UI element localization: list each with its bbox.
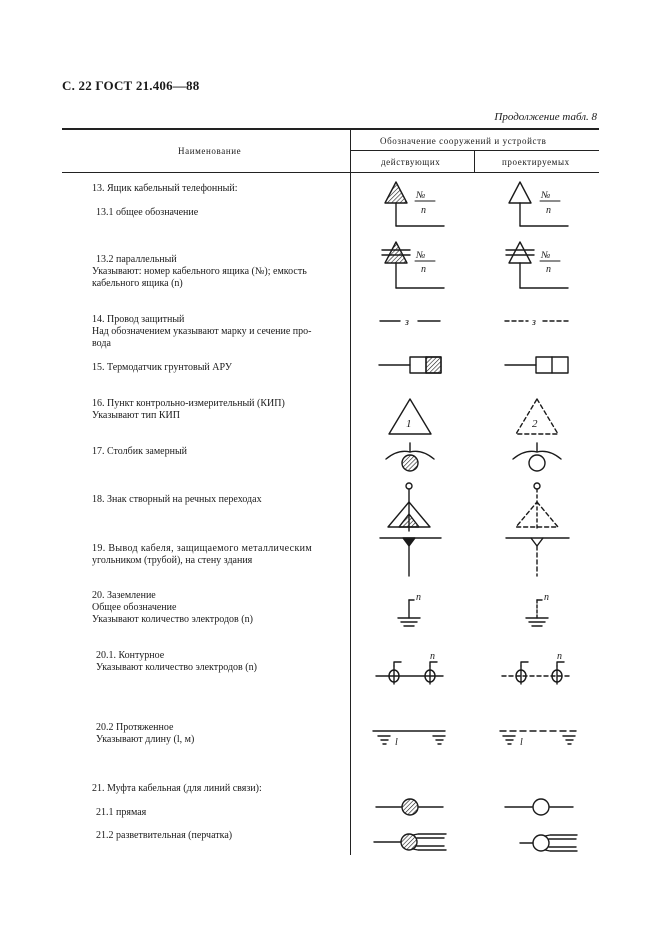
page-header: С. 22 ГОСТ 21.406—88 [62,78,200,93]
protective-wire-planned-symbol [505,317,569,328]
straight-coupling-existing-symbol [376,799,443,815]
continuation-label: Продолжение табл. 8 [494,111,597,123]
row-13-title: 13. Ящик кабельный телефонный: [92,183,238,194]
svg-text:l: l [520,737,523,748]
row-16: 16. Пункт контрольно-измерительный (КИП) [92,398,285,409]
branch-coupling-planned-symbol [520,835,577,851]
thermo-sensor-planned-symbol [505,357,568,373]
row-13-1: 13.1 общее обозначение [96,207,199,218]
ground-count-label: n [416,592,421,603]
header-existing: действующих [381,157,441,167]
row-19-line1: 19. Вывод кабеля, защищаемого металлическим [92,543,313,554]
row-13-2: 13.2 параллельный [96,254,177,265]
row-20-1: 20.1. Контурное [96,650,165,661]
svg-text:№: № [541,190,551,201]
svg-text:n: n [546,205,551,216]
measuring-post-planned-symbol [513,443,561,471]
svg-text:n: n [546,264,551,275]
row-15: 15. Термодатчик грунтовый АРУ [92,362,232,373]
svg-text:n: n [544,592,549,603]
row-14-note1: Над обозначением указывают марку и сечение про- [92,326,312,337]
svg-text:№: № [541,250,551,261]
row-20-2: 20.2 Протяженное [96,722,174,733]
row-20: 20. Заземление [92,590,156,601]
measuring-post-existing-symbol [386,443,434,471]
kip-planned-symbol [516,399,558,434]
extended-grounding-existing-symbol [373,731,445,748]
cable-box-planned-symbol [509,182,568,226]
thermo-sensor-existing-symbol [379,357,441,373]
row-13-2-note2: кабельного ящика (n) [92,278,183,289]
row-18: 18. Знак створный на речных переходах [92,494,262,505]
header-name: Наименование [178,146,242,156]
alignment-sign-existing-symbol [388,483,430,531]
row-13-2-note1: Указывают: номер кабельного ящика (№); емкость [92,266,307,277]
row-20-note: Указывают количество электродов (n) [92,614,253,625]
svg-text:n: n [557,651,562,662]
contour-grounding-existing-symbol [376,651,443,684]
row-19-line2: угольником (трубой), на стену здания [92,555,253,566]
svg-text:n: n [430,651,435,662]
row-14: 14. Провод защитный [92,314,185,325]
header-symbols: Обозначение сооружений и устройств [380,136,547,146]
row-16-note: Указывают тип КИП [92,410,180,421]
extended-grounding-planned-symbol [500,731,578,748]
row-21: 21. Муфта кабельная (для линий связи): [92,783,262,794]
box-number-label: № [416,190,426,201]
header-planned: проектируемых [502,157,570,167]
contour-grounding-planned-symbol [502,651,572,684]
branch-coupling-existing-symbol [374,834,446,850]
parallel-box-existing-symbol [382,242,444,288]
box-capacity-label: n [421,205,426,216]
svg-text:n: n [421,264,426,275]
grounding-planned-symbol [526,592,549,626]
svg-text:з: з [532,317,536,328]
row-21-2: 21.2 разветвительная (перчатка) [96,830,233,841]
kip-planned-label: 2 [532,418,538,430]
kip-existing-symbol [389,399,431,434]
parallel-box-planned-symbol [506,242,568,288]
ground-length-label: l [395,737,398,748]
protective-wire-existing-symbol [380,317,440,328]
kip-existing-label: 1 [406,418,412,430]
wire-mark-label: з [405,317,409,328]
cable-outlet-existing-symbol [380,538,441,576]
cable-box-existing-symbol [385,182,444,226]
row-14-note2: вода [92,338,111,349]
straight-coupling-planned-symbol [505,799,573,815]
svg-text:№: № [416,250,426,261]
alignment-sign-planned-symbol [516,483,558,531]
row-21-1: 21.1 прямая [96,807,147,818]
cable-outlet-planned-symbol [506,538,569,576]
row-20-1-note: Указывают количество электродов (n) [96,662,257,673]
grounding-existing-symbol [398,592,421,626]
row-20-general: Общее обозначение [92,602,177,613]
row-17: 17. Столбик замерный [92,446,188,457]
row-20-2-note: Указывают длину (l, м) [96,734,195,745]
